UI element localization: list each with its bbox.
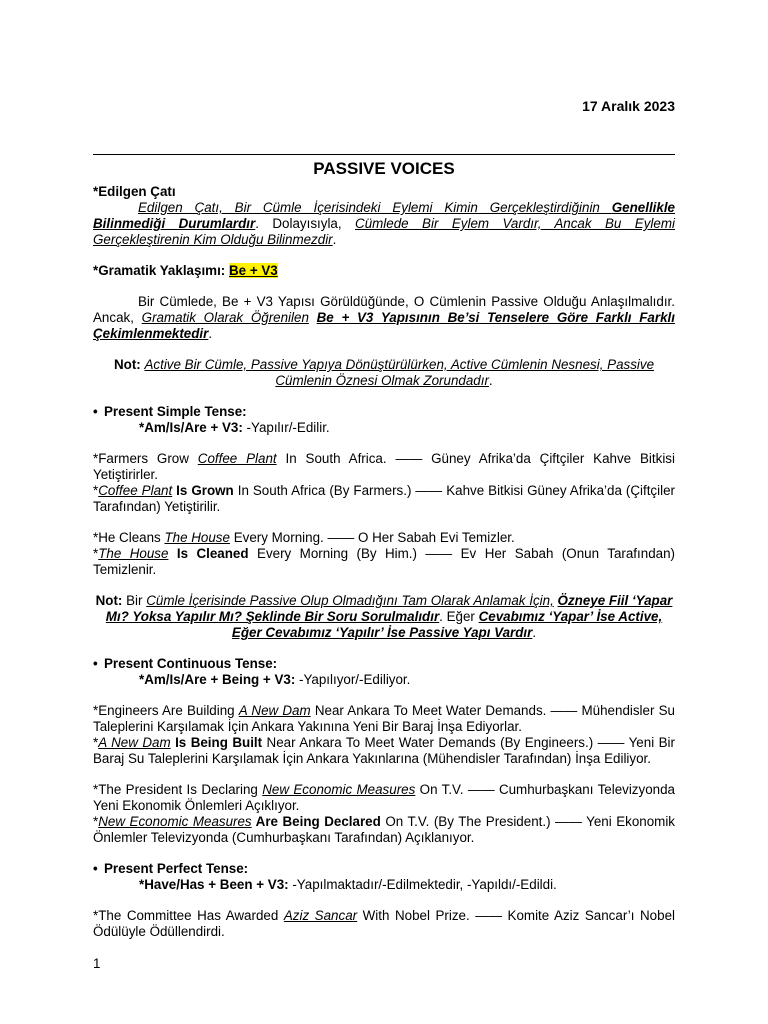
formula-bold: *Am/Is/Are + Being + V3: bbox=[139, 672, 296, 687]
passive-verb: Is Grown bbox=[172, 483, 234, 498]
note-active-or-passive-test bbox=[93, 593, 675, 641]
note-label: Not: bbox=[113, 357, 145, 372]
definition-conclusion: Cümlede Bir Eylem Vardır, Ancak Bu Eylemi Gerçekleştirenin Kim Olduğu Bilinmezdir bbox=[93, 216, 675, 247]
example-passive bbox=[93, 814, 675, 846]
example-passive bbox=[93, 735, 675, 767]
period: . bbox=[208, 326, 213, 341]
note-emphasis: Özneye Fiil ‘Yapar Mı? Yoksa Yapılır Mı? Şeklinde Bir Soru Sorulmalıdır bbox=[105, 593, 673, 624]
example-text: Every Morning. —— O Her Sabah Evi Temizler. bbox=[229, 530, 515, 545]
document-body bbox=[93, 184, 675, 940]
example-text: In South Africa (By Farmers.) —— Kahve Bitkisi Güney Afrika’da (Çiftçiler Tarafından) Yetiştirilir. bbox=[93, 483, 675, 514]
note-text: Bir bbox=[126, 593, 147, 608]
example-text: Near Ankara To Meet Water Demands (By Engineers.) —— Yeni Bir Baraj Su Taleplerini Karşılamak İçin Ankara Yakınlarına (Mühendisler Tarafından) İnşa Ediliyor. bbox=[93, 735, 675, 766]
example-text: With Nobel Prize. —— Komite Aziz Sancar’ı Nobel Ödülüyle Ödüllendirdi. bbox=[93, 908, 675, 939]
definition-emphasis: Genellikle Bilinmediği Durumlardır bbox=[93, 200, 675, 231]
example-object: The House bbox=[164, 530, 230, 545]
example-object: New Economic Measures bbox=[262, 782, 416, 797]
space bbox=[309, 310, 317, 325]
example-text: *The Committee Has Awarded bbox=[93, 908, 284, 923]
gramatik-label: *Gramatik Yaklaşımı: bbox=[93, 263, 229, 278]
gramatik-emphasis: Be + V3 Yapısının Be’si Tenselere Göre Farklı Farklı Çekimlenmektedir bbox=[93, 310, 675, 341]
note-label: Not: bbox=[95, 593, 127, 608]
example-active bbox=[93, 782, 675, 814]
formula-meaning: -Yapılır/-Edilir. bbox=[242, 420, 330, 435]
example-object: Aziz Sancar bbox=[283, 908, 358, 923]
example-text: *Engineers Are Building bbox=[93, 703, 239, 718]
tense-title: Present Continuous Tense: bbox=[104, 656, 278, 671]
bullet-icon: • bbox=[93, 861, 98, 876]
passive-verb: Are Being Declared bbox=[251, 814, 381, 829]
gramatik-underlined: Gramatik Olarak Öğrenilen bbox=[141, 310, 309, 325]
page-number: 1 bbox=[93, 956, 101, 971]
tense-heading-present-simple bbox=[93, 404, 675, 420]
connector-text: . Dolayısıyla, bbox=[255, 216, 356, 231]
example-active bbox=[93, 703, 675, 735]
formula-bold: *Have/Has + Been + V3: bbox=[139, 877, 289, 892]
tense-formula-present-simple bbox=[93, 420, 675, 436]
tense-formula-present-continuous bbox=[93, 672, 675, 688]
example-subject: Coffee Plant bbox=[98, 483, 173, 498]
tense-heading-present-perfect bbox=[93, 861, 675, 877]
bullet-icon: • bbox=[93, 656, 98, 671]
example-subject: New Economic Measures bbox=[98, 814, 252, 829]
example-text: *Farmers Grow bbox=[93, 451, 198, 466]
section-heading-gramatik bbox=[93, 263, 675, 279]
example-text: On T.V. (By The President.) —— Yeni Ekonomik Önlemler Televizyonda (Cumhurbaşkanı Tarafından) Açıklanıyor. bbox=[93, 814, 675, 845]
example-passive bbox=[93, 483, 675, 515]
example-text: * bbox=[93, 483, 99, 498]
example-subject: The House bbox=[98, 546, 169, 561]
note-emphasis: Cevabımız ‘Yapar’ İse Active, Eğer Cevabımız ‘Yapılır’ İse Passive Yapı Vardır bbox=[231, 609, 663, 640]
example-text: * bbox=[93, 814, 99, 829]
example-active bbox=[93, 908, 675, 940]
note-text: Active Bir Cümle, Passive Yapıya Dönüştürülürken, Active Cümlenin Nesnesi, Passive Cümlenin Öznesi Olmak Zorundadır bbox=[144, 357, 655, 388]
formula-meaning: -Yapılmaktadır/-Edilmektedir, -Yapıldı/-Edildi. bbox=[288, 877, 557, 892]
tense-title: Present Perfect Tense: bbox=[104, 861, 249, 876]
formula-bold: *Am/Is/Are + V3: bbox=[139, 420, 243, 435]
example-subject: A New Dam bbox=[98, 735, 171, 750]
example-object: Coffee Plant bbox=[197, 451, 277, 466]
section-heading-edilgen: *Edilgen Çatı bbox=[93, 184, 176, 199]
example-text: *He Cleans bbox=[93, 530, 165, 545]
example-text: *The President Is Declaring bbox=[93, 782, 263, 797]
period: . bbox=[488, 373, 493, 388]
tense-heading-present-continuous bbox=[93, 656, 675, 672]
tense-formula-present-perfect bbox=[93, 877, 675, 893]
example-text: In South Africa. —— Güney Afrika’da Çiftçiler Kahve Bitkisi Yetiştirirler. bbox=[93, 451, 675, 482]
document-date: 17 Aralık 2023 bbox=[582, 98, 675, 114]
highlighted-formula: Be + V3 bbox=[228, 263, 278, 278]
note-text: . Eğer bbox=[439, 609, 479, 624]
paragraph-gramatik bbox=[93, 294, 675, 342]
example-text: Near Ankara To Meet Water Demands. —— Mühendisler Su Taleplerini Karşılamak İçin Ankara Yakınına Yeni Bir Baraj İnşa Ediyorlar. bbox=[93, 703, 675, 734]
example-text: * bbox=[93, 735, 99, 750]
header-divider bbox=[93, 154, 675, 155]
tense-title: Present Simple Tense: bbox=[104, 404, 247, 419]
note-underlined: Cümle İçerisinde Passive Olup Olmadığını Tam Olarak Anlamak İçin, bbox=[146, 593, 554, 608]
bullet-icon: • bbox=[93, 404, 98, 419]
example-active bbox=[93, 530, 675, 546]
note-active-to-passive bbox=[93, 357, 675, 389]
period: . bbox=[532, 625, 537, 640]
example-text: * bbox=[93, 546, 99, 561]
example-active bbox=[93, 451, 675, 483]
page-title: PASSIVE VOICES bbox=[313, 159, 455, 178]
example-passive bbox=[93, 546, 675, 578]
example-text: On T.V. —— Cumhurbaşkanı Televizyonda Yeni Ekonomik Önlemleri Açıklıyor. bbox=[93, 782, 675, 813]
formula-meaning: -Yapılıyor/-Ediliyor. bbox=[295, 672, 411, 687]
example-text: Every Morning (By Him.) —— Ev Her Sabah (Onun Tarafından) Temizlenir. bbox=[93, 546, 675, 577]
gramatik-text: Bir Cümlede, Be + V3 Yapısı Görüldüğünde, O Cümlenin Passive Olduğu Anlaşılmalıdır. Ancak, bbox=[93, 294, 675, 325]
period: . bbox=[332, 232, 337, 247]
passive-verb: Is Being Built bbox=[170, 735, 263, 750]
passive-verb: Is Cleaned bbox=[168, 546, 249, 561]
paragraph-edilgen-definition bbox=[93, 200, 675, 248]
example-object: A New Dam bbox=[238, 703, 311, 718]
definition-text: Edilgen Çatı, Bir Cümle İçerisindeki Eylemi Kimin Gerçekleştirdiğinin bbox=[138, 200, 612, 215]
